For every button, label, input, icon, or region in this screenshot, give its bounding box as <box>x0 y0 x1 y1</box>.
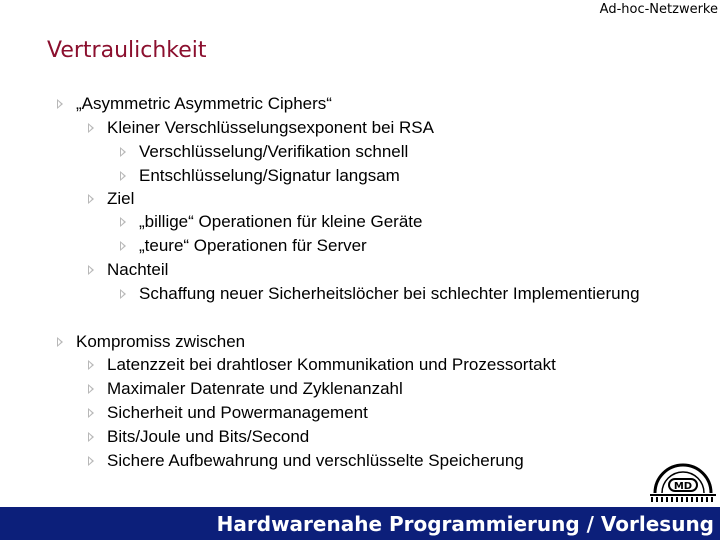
bullet-arrow-icon <box>88 265 94 275</box>
bullet-level-2: Sichere Aufbewahrung und verschlüsselte Speicherung <box>88 451 524 471</box>
md-gear-logo-icon <box>648 459 718 503</box>
footer-bar <box>0 507 720 540</box>
bullet-level-3: Verschlüsselung/Verifikation schnell <box>120 142 408 162</box>
bullet-arrow-icon <box>88 360 94 370</box>
bullet-arrow-icon <box>120 217 126 227</box>
bullet-arrow-icon <box>88 408 94 418</box>
bullet-level-2: Kleiner Verschlüsselungsexponent bei RSA <box>88 118 434 138</box>
bullet-arrow-icon <box>120 289 126 299</box>
bullet-arrow-icon <box>120 171 126 181</box>
bullet-level-3: „teure“ Operationen für Server <box>120 236 367 256</box>
bullet-arrow-icon <box>88 432 94 442</box>
bullet-level-2: Nachteil <box>88 260 168 280</box>
header-topic: Ad-hoc-Netzwerke <box>599 2 718 17</box>
bullet-arrow-icon <box>88 384 94 394</box>
bullet-arrow-icon <box>57 337 63 347</box>
bullet-arrow-icon <box>120 241 126 251</box>
bullet-level-3: Schaffung neuer Sicherheitslöcher bei schlechter Implementierung <box>120 284 640 304</box>
logo-text: MD <box>673 481 693 492</box>
bullet-level-2: Maximaler Datenrate und Zyklenanzahl <box>88 379 403 399</box>
footer-text: Hardwarenahe Programmierung / Vorlesung <box>216 512 714 536</box>
bullet-level-2: Bits/Joule und Bits/Second <box>88 427 309 447</box>
bullet-level-1: Kompromiss zwischen <box>57 332 245 352</box>
bullet-level-3: „billige“ Operationen für kleine Geräte <box>120 212 422 232</box>
bullet-arrow-icon <box>88 194 94 204</box>
slide-title: Vertraulichkeit <box>47 38 207 63</box>
bullet-level-2: Ziel <box>88 189 134 209</box>
bullet-arrow-icon <box>88 123 94 133</box>
bullet-level-3: Entschlüsselung/Signatur langsam <box>120 166 400 186</box>
bullet-level-1: „Asymmetric Asymmetric Ciphers“ <box>57 94 332 114</box>
bullet-level-2: Sicherheit und Powermanagement <box>88 403 368 423</box>
bullet-arrow-icon <box>57 99 63 109</box>
bullet-level-2: Latenzzeit bei drahtloser Kommunikation und Prozessortakt <box>88 355 556 375</box>
bullet-arrow-icon <box>120 147 126 157</box>
bullet-arrow-icon <box>88 456 94 466</box>
